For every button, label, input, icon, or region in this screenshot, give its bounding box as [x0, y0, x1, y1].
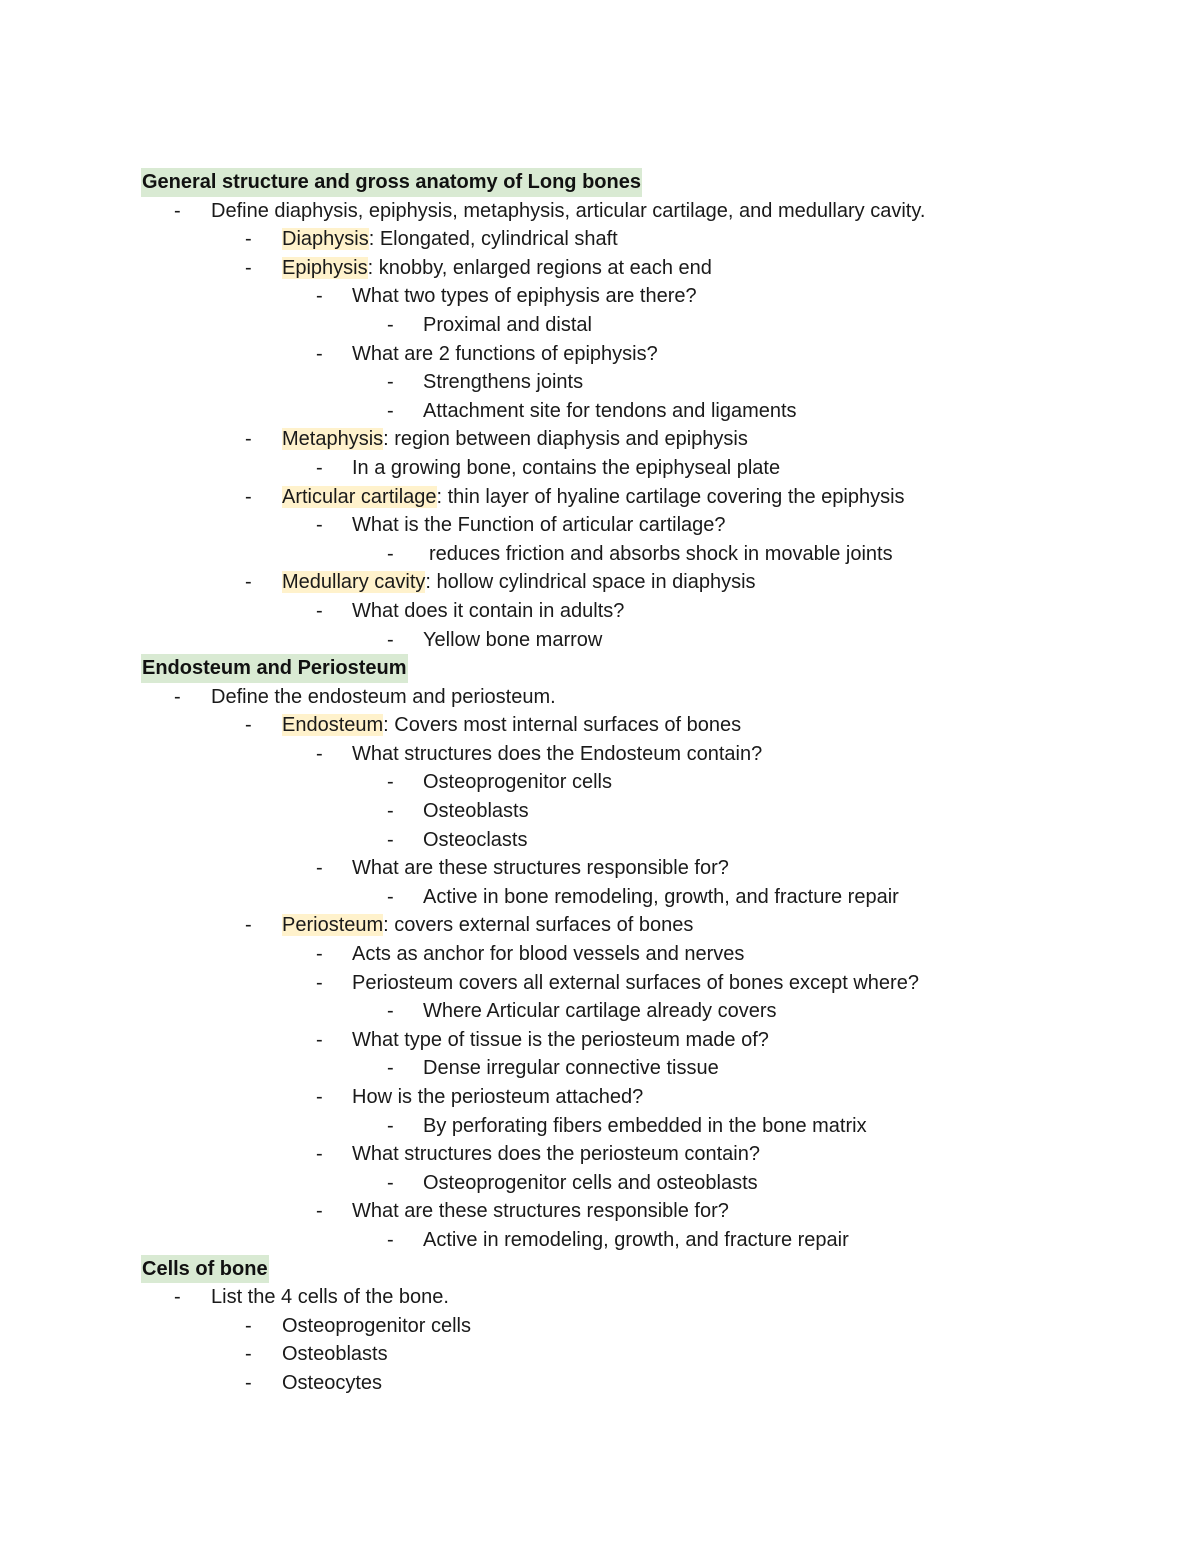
list-item-level-3 [0, 1197, 1200, 1226]
bullet-dash: - [387, 1228, 394, 1251]
bullet-dash: - [387, 1000, 394, 1023]
list-item-content [423, 997, 776, 1026]
bullet-dash: - [316, 742, 323, 765]
list-item-content [423, 1054, 719, 1083]
list-item-content [352, 282, 697, 311]
list-item-content [352, 854, 729, 883]
bullet-dash: - [387, 313, 394, 336]
list-item-level-4 [0, 311, 1200, 340]
list-item-content [423, 797, 529, 826]
list-item-level-4 [0, 797, 1200, 826]
list-item-level-4 [0, 1226, 1200, 1255]
list-item-level-4 [0, 768, 1200, 797]
bullet-dash: - [316, 1086, 323, 1108]
list-item-content [352, 340, 658, 369]
bullet-dash: - [245, 1314, 252, 1337]
bullet-dash: - [316, 599, 323, 622]
list-item-text: Define diaphysis, epiphysis, metaphysis, articular cartilage, and medullary cavity. [211, 199, 926, 222]
list-item-text: Osteoclasts [423, 828, 528, 851]
list-item-content [282, 425, 748, 454]
list-item-level-3 [0, 282, 1200, 311]
list-item-text: What structures does the periosteum contain? [352, 1143, 760, 1166]
list-item-level-2 [0, 1312, 1200, 1341]
list-item-text: Where Articular cartilage already covers [423, 1000, 777, 1023]
list-item-content [423, 540, 893, 569]
highlighted-term: Epiphysis [282, 256, 368, 279]
bullet-dash: - [316, 456, 323, 479]
bullet-dash: - [316, 514, 323, 537]
list-item-level-4 [0, 826, 1200, 855]
bullet-dash: - [316, 943, 323, 966]
list-item-content [282, 1369, 382, 1398]
bullet-dash: - [174, 199, 181, 222]
bullet-dash: - [387, 1057, 394, 1080]
list-item-level-3 [0, 1140, 1200, 1169]
bullet-dash: - [245, 485, 252, 508]
list-item-text: : Elongated, cylindrical shaft [368, 228, 618, 251]
list-item-level-3 [0, 454, 1200, 483]
list-item-content [352, 511, 726, 540]
bullet-dash: - [245, 256, 252, 279]
highlighted-term: Articular cartilage [282, 485, 437, 508]
list-item-text: What are 2 functions of epiphysis? [352, 342, 658, 365]
list-item-text: What structures does the Endosteum contain? [352, 742, 763, 765]
list-item-content [423, 1169, 758, 1198]
bullet-dash: - [387, 628, 394, 651]
list-item-text: Active in bone remodeling, growth, and fracture repair [423, 885, 899, 908]
list-item-text: How is the periosteum attached? [352, 1086, 644, 1108]
list-item-level-2 [0, 911, 1200, 940]
bullet-dash: - [387, 371, 394, 394]
list-item-level-4 [0, 368, 1200, 397]
bullet-dash: - [245, 228, 252, 251]
list-item-text: : knobby, enlarged regions at each end [367, 256, 712, 279]
list-item-text: What are these structures responsible for? [352, 1200, 729, 1223]
list-item-text: Osteoprogenitor cells and osteoblasts [423, 1171, 758, 1194]
list-item-level-2 [0, 568, 1200, 597]
list-item-content [352, 597, 624, 626]
section-heading-text: Endosteum and Periosteum [141, 654, 408, 683]
list-item-content [211, 197, 925, 226]
bullet-dash: - [316, 971, 323, 994]
list-item-text: Osteoblasts [423, 800, 529, 823]
bullet-dash: - [387, 1171, 394, 1194]
list-item-level-4 [0, 1169, 1200, 1198]
list-item-text: What two types of epiphysis are there? [352, 285, 697, 308]
list-item-content [282, 225, 618, 254]
list-item-level-2 [0, 225, 1200, 254]
section-heading-text: General structure and gross anatomy of Long bones [141, 168, 642, 197]
list-item-level-3 [0, 1083, 1200, 1112]
list-item-content [352, 454, 780, 483]
section-heading [0, 654, 1200, 683]
list-item-text: Proximal and distal [423, 313, 592, 336]
list-item-level-3 [0, 740, 1200, 769]
bullet-dash: - [316, 342, 323, 365]
list-item-text: : Covers most internal surfaces of bones [383, 714, 742, 737]
bullet-dash: - [245, 571, 252, 594]
list-item-level-2 [0, 711, 1200, 740]
list-item-content [423, 311, 592, 340]
list-item-level-4 [0, 540, 1200, 569]
list-item-content [282, 711, 741, 740]
list-item-text: Periosteum covers all external surfaces of bones except where? [352, 971, 919, 994]
list-item-level-2 [0, 254, 1200, 283]
list-item-level-3 [0, 940, 1200, 969]
section-heading-text: Cells of bone [141, 1255, 269, 1284]
bullet-dash: - [316, 1200, 323, 1223]
list-item-text: : covers external surfaces of bones [383, 914, 694, 937]
list-item-content [352, 1140, 760, 1169]
list-item-text: Strengthens joints [423, 371, 584, 394]
bullet-dash: - [316, 1028, 323, 1051]
list-item-content [352, 1026, 769, 1055]
list-item-content [423, 397, 797, 426]
bullet-dash: - [387, 399, 394, 422]
bullet-dash: - [245, 914, 252, 937]
list-item-text: Attachment site for tendons and ligaments [423, 399, 797, 422]
bullet-dash: - [387, 828, 394, 851]
highlighted-term: Endosteum [282, 714, 384, 737]
list-item-level-2 [0, 1369, 1200, 1398]
list-item-level-1 [0, 197, 1200, 226]
list-item-level-2 [0, 483, 1200, 512]
list-item-text: : region between diaphysis and epiphysis [383, 428, 748, 451]
list-item-level-3 [0, 1026, 1200, 1055]
list-item-content [352, 740, 762, 769]
list-item-content [423, 826, 527, 855]
list-item-level-2 [0, 425, 1200, 454]
list-item-level-4 [0, 626, 1200, 655]
list-item-level-2 [0, 1340, 1200, 1369]
highlighted-term: Metaphysis [282, 428, 384, 451]
list-item-content [423, 626, 602, 655]
list-item-text: What type of tissue is the periosteum made of? [352, 1028, 769, 1051]
section-heading [0, 1255, 1200, 1284]
list-item-content [352, 940, 744, 969]
list-item-content [282, 1340, 388, 1369]
list-item-text: : thin layer of hyaline cartilage covering the epiphysis [436, 485, 905, 508]
list-item-content [282, 568, 756, 597]
highlighted-term: Medullary cavity [282, 571, 426, 594]
bullet-dash: - [387, 885, 394, 908]
bullet-dash: - [316, 857, 323, 880]
bullet-dash: - [174, 1286, 181, 1309]
list-item-content [423, 883, 899, 912]
list-item-level-3 [0, 597, 1200, 626]
list-item-level-4 [0, 1112, 1200, 1141]
bullet-dash: - [316, 1143, 323, 1166]
bullet-dash: - [387, 771, 394, 794]
list-item-content [282, 911, 693, 940]
list-item-text: Osteocytes [282, 1371, 383, 1394]
list-item-content [423, 768, 612, 797]
list-item-level-4 [0, 1054, 1200, 1083]
list-item-level-3 [0, 511, 1200, 540]
list-item-text: In a growing bone, contains the epiphyseal plate [352, 456, 781, 479]
list-item-text: : hollow cylindrical space in diaphysis [425, 571, 756, 594]
bullet-dash: - [245, 428, 252, 451]
list-item-text: Dense irregular connective tissue [423, 1057, 719, 1080]
list-item-level-1 [0, 1283, 1200, 1312]
list-item-text: What does it contain in adults? [352, 599, 625, 622]
section-heading [0, 168, 1200, 197]
list-item-level-3 [0, 969, 1200, 998]
list-item-level-4 [0, 397, 1200, 426]
list-item-text: Osteoprogenitor cells [423, 771, 612, 794]
bullet-dash: - [245, 714, 252, 737]
list-item-content [352, 969, 919, 998]
list-item-content [352, 1083, 643, 1112]
list-item-text: reduces friction and absorbs shock in movable joints [429, 542, 893, 565]
list-item-content [282, 483, 905, 512]
list-item-content [282, 1312, 471, 1341]
bullet-dash: - [245, 1343, 252, 1366]
document-body [0, 168, 1200, 1398]
list-item-text: Active in remodeling, growth, and fracture repair [423, 1228, 849, 1251]
list-item-level-4 [0, 883, 1200, 912]
list-item-content [352, 1197, 729, 1226]
list-item-level-3 [0, 340, 1200, 369]
list-item-text: Yellow bone marrow [423, 628, 603, 651]
highlighted-term: Diaphysis [282, 228, 369, 251]
bullet-dash: - [387, 542, 394, 565]
list-item-text: What are these structures responsible for? [352, 857, 729, 880]
list-item-text: What is the Function of articular cartilage? [352, 514, 726, 537]
list-item-level-4 [0, 997, 1200, 1026]
list-item-text: Osteoblasts [282, 1343, 388, 1366]
list-item-content [282, 254, 712, 283]
highlighted-term: Periosteum [282, 914, 384, 937]
list-item-content [211, 1283, 449, 1312]
list-item-level-3 [0, 854, 1200, 883]
list-item-content [423, 1112, 867, 1141]
bullet-dash: - [316, 285, 323, 308]
list-item-text: Define the endosteum and periosteum. [211, 685, 556, 708]
bullet-dash: - [387, 1114, 394, 1137]
list-item-text: Osteoprogenitor cells [282, 1314, 471, 1337]
list-item-text: Acts as anchor for blood vessels and nerves [352, 943, 745, 966]
list-item-content [423, 368, 583, 397]
bullet-dash: - [387, 800, 394, 823]
list-item-content [211, 683, 556, 712]
bullet-dash: - [174, 685, 181, 708]
list-item-level-1 [0, 683, 1200, 712]
list-item-content [423, 1226, 849, 1255]
list-item-text: By perforating fibers embedded in the bone matrix [423, 1114, 867, 1137]
list-item-text: List the 4 cells of the bone. [211, 1286, 449, 1309]
bullet-dash: - [245, 1371, 252, 1394]
